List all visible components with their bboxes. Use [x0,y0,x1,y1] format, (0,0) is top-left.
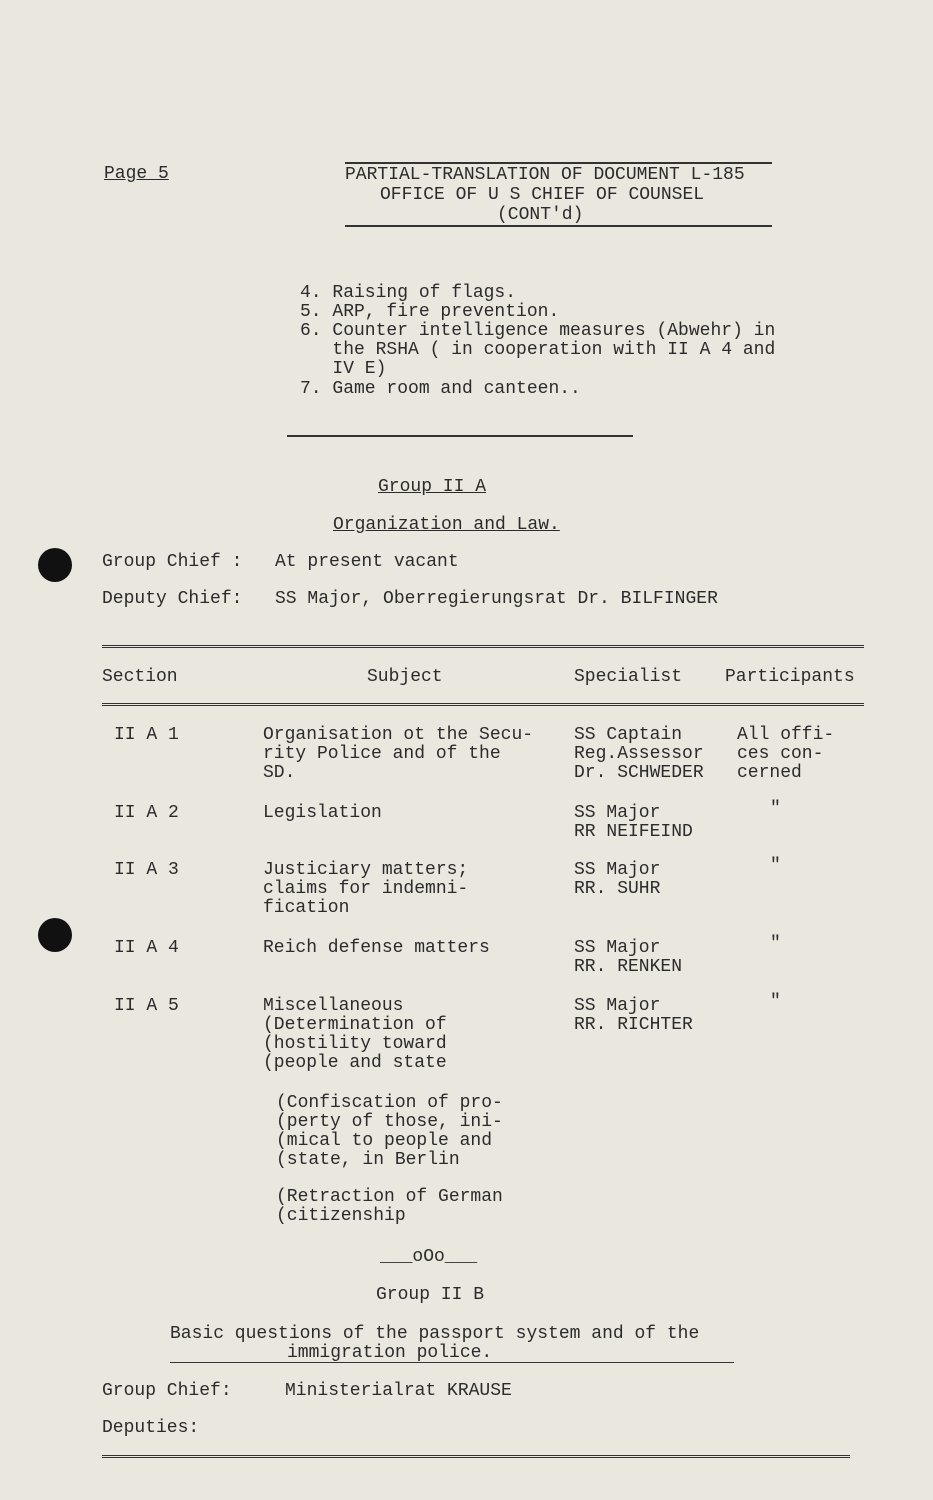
table-cell-subject-continuation: (Confiscation of pro- (perty of those, ini- (mical to people and (state, in Berlin [276,1093,503,1170]
punch-hole-icon [38,548,72,582]
list-item: 4. Raising of flags. [300,283,517,303]
table-cell-participants: " [770,992,781,1012]
table-header-participants: Participants [725,667,855,687]
table-header-subject: Subject [367,667,443,687]
table-cell-section: II A 4 [114,938,179,958]
group-a-chief-label: Group Chief : [102,552,243,572]
group-a-chief-value: At present vacant [275,552,459,572]
group-a-deputy-value: SS Major, Oberregierungsrat Dr. BILFINGER [275,589,718,609]
table-cell-specialist: SS Major RR NEIFEIND [574,803,693,842]
table-cell-section: II A 2 [114,803,179,823]
table-header-rule [102,703,864,706]
group-a-title: Group II A [378,477,487,497]
group-b-chief-label: Group Chief: [102,1381,232,1401]
section-divider [287,435,633,437]
list-item: the RSHA ( in cooperation with II A 4 and [300,340,776,360]
table-cell-participants: All offi- ces con- cerned [737,725,835,783]
table-cell-subject-continuation: (Retraction of German (citizenship [276,1187,503,1226]
group-a-subtitle: Organization and Law. [333,515,560,535]
table-cell-subject: Legislation [263,803,382,823]
table-cell-subject: Organisation ot the Secu- rity Police and of the SD. [263,725,534,783]
table-cell-participants: " [770,799,781,819]
table-header-specialist: Specialist [574,667,683,687]
table-cell-specialist: SS Major RR. SUHR [574,860,661,899]
page-label: Page 5 [104,164,169,184]
separator-mark: ___oOo___ [380,1247,478,1267]
group-a-deputy-label: Deputy Chief: [102,589,243,609]
table-cell-specialist: SS Captain Reg.Assessor Dr. SCHWEDER [574,725,704,783]
table-cell-subject: Miscellaneous (Determination of (hostility toward (people and state [263,996,447,1073]
table-cell-participants: " [770,856,781,876]
group-b-chief-value: Ministerialrat KRAUSE [285,1381,512,1401]
list-item: IV E) [300,359,387,379]
table-header-section: Section [102,667,178,687]
header-bottom-rule [345,225,772,227]
table-cell-section: II A 3 [114,860,179,880]
list-item: 7. Game room and canteen.. [300,379,581,399]
table-cell-specialist: SS Major RR. RENKEN [574,938,683,977]
header-top-rule [345,162,772,164]
bottom-rule [102,1455,850,1458]
table-cell-participants: " [770,934,781,954]
group-b-subtitle-underline [170,1362,734,1363]
list-item: 6. Counter intelligence measures (Abwehr) in [300,321,776,341]
table-cell-section: II A 5 [114,996,179,1016]
list-item: 5. ARP, fire prevention. [300,302,560,322]
table-top-rule [102,645,864,648]
table-cell-specialist: SS Major RR. RICHTER [574,996,693,1035]
group-b-title: Group II B [376,1285,485,1305]
punch-hole-icon [38,918,72,952]
group-b-deputies-label: Deputies: [102,1418,200,1438]
table-cell-subject: Justiciary matters; claims for indemni- fication [263,860,469,918]
table-cell-subject: Reich defense matters [263,938,490,958]
group-b-subtitle-line-2: immigration police. [287,1343,493,1363]
group-b-subtitle-line-1: Basic questions of the passport system and of the [170,1324,700,1344]
header-title-line-3: (CONT'd) [497,205,584,225]
header-title-line-1: PARTIAL-TRANSLATION OF DOCUMENT L-185 [345,165,745,185]
table-cell-section: II A 1 [114,725,179,745]
header-title-line-2: OFFICE OF U S CHIEF OF COUNSEL [380,185,705,205]
